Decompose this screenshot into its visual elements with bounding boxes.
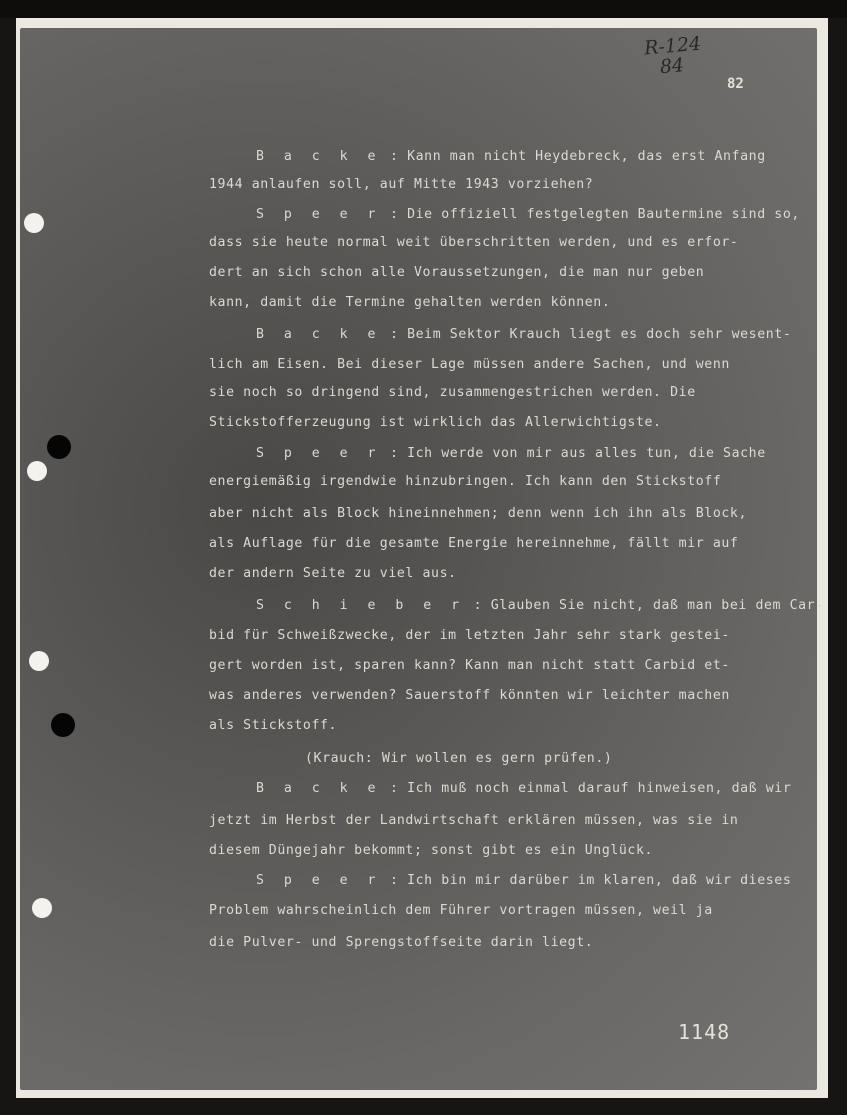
text-line: [256, 149, 766, 164]
text-line: [209, 566, 457, 581]
text-line: [209, 506, 747, 521]
text-line: [209, 415, 662, 430]
line-text: : Glauben Sie nicht, daß man bei dem Car-: [465, 598, 824, 613]
text-line: [305, 751, 612, 766]
text-line: [209, 843, 653, 858]
line-text: diesem Düngejahr bekommt; sonst gibt es ein Unglück.: [209, 843, 654, 858]
line-text: 1944 anlaufen soll, auf Mitte 1943 vorziehen?: [209, 177, 594, 192]
line-text: kann, damit die Termine gehalten werden können.: [209, 295, 611, 310]
text-line: [209, 536, 738, 551]
punch-hole: [32, 898, 52, 918]
punch-hole: [47, 435, 71, 459]
punch-hole: [51, 713, 75, 737]
line-text: die Pulver- und Sprengstoffseite darin liegt.: [209, 935, 594, 950]
text-line: [209, 385, 696, 400]
text-line: [256, 873, 791, 888]
line-text: : Ich muß noch einmal darauf hinweisen, daß wir: [381, 781, 792, 796]
page-number: 82: [727, 76, 744, 92]
text-line: [209, 474, 721, 489]
text-line: [209, 295, 610, 310]
line-text: dert an sich schon alle Voraussetzungen, die man nur geben: [209, 265, 705, 280]
line-text: : Ich werde von mir aus alles tun, die Sache: [381, 446, 766, 461]
line-text: sie noch so dringend sind, zusammengestrichen werden. Die: [209, 385, 696, 400]
text-line: [209, 903, 713, 918]
text-line: [209, 357, 730, 372]
line-text: Stickstofferzeugung ist wirklich das Allerwichtigste.: [209, 415, 662, 430]
text-line: [256, 781, 791, 796]
line-text: lich am Eisen. Bei dieser Lage müssen andere Sachen, und wenn: [209, 357, 730, 372]
line-text: gert worden ist, sparen kann? Kann man nicht statt Carbid et-: [209, 658, 730, 673]
line-text: Problem wahrscheinlich dem Führer vortragen müssen, weil ja: [209, 903, 713, 918]
line-text: als Auflage für die gesamte Energie hereinnehme, fällt mir auf: [209, 536, 739, 551]
line-text: bid für Schweißzwecke, der im letzten Jahr sehr stark gestei-: [209, 628, 730, 643]
scan-background: [0, 0, 847, 18]
line-text: : Ich bin mir darüber im klaren, daß wir dieses: [381, 873, 792, 888]
text-line: [209, 813, 738, 828]
line-text: : Beim Sektor Krauch liegt es doch sehr wesent-: [381, 327, 792, 342]
line-text: was anderes verwenden? Sauerstoff könnten wir leichter machen: [209, 688, 730, 703]
speaker-name: B a c k e: [256, 327, 382, 342]
text-line: [256, 327, 791, 342]
document-stamp-number: 1148: [678, 1020, 731, 1044]
line-text: : Kann man nicht Heydebreck, das erst Anfang: [381, 149, 766, 164]
line-text: der andern Seite zu viel aus.: [209, 566, 457, 581]
text-line: [209, 935, 593, 950]
archive-mark-line: 84: [658, 54, 685, 79]
speaker-name: B a c k e: [256, 149, 382, 164]
text-line: [256, 207, 800, 222]
text-line: [209, 235, 738, 250]
text-line: [209, 688, 730, 703]
speaker-name: B a c k e: [256, 781, 382, 796]
punch-hole: [24, 213, 44, 233]
speaker-name: S c h i e b e r: [256, 598, 466, 613]
line-text: aber nicht als Block hineinnehmen; denn wenn ich ihn als Block,: [209, 506, 747, 521]
line-text: : Die offiziell festgelegten Bautermine sind so,: [381, 207, 800, 222]
line-text: dass sie heute normal weit überschritten werden, und es erfor-: [209, 235, 739, 250]
punch-hole: [27, 461, 47, 481]
line-text: energiemäßig irgendwie hinzubringen. Ich kann den Stickstoff: [209, 474, 722, 489]
text-line: [209, 265, 704, 280]
text-line: [209, 718, 337, 733]
text-line: [256, 446, 766, 461]
speaker-name: S p e e r: [256, 207, 382, 222]
archive-mark: [643, 34, 703, 79]
text-line: [209, 628, 730, 643]
line-text: jetzt im Herbst der Landwirtschaft erklären müssen, was sie in: [209, 813, 739, 828]
archive-mark-line: R-124: [643, 32, 702, 60]
text-line: [256, 598, 824, 613]
punch-hole: [29, 651, 49, 671]
line-text: (Krauch: Wir wollen es gern prüfen.): [305, 751, 613, 766]
speaker-name: S p e e r: [256, 446, 382, 461]
text-line: [209, 658, 730, 673]
line-text: als Stickstoff.: [209, 718, 338, 733]
speaker-name: S p e e r: [256, 873, 382, 888]
text-line: [209, 177, 593, 192]
